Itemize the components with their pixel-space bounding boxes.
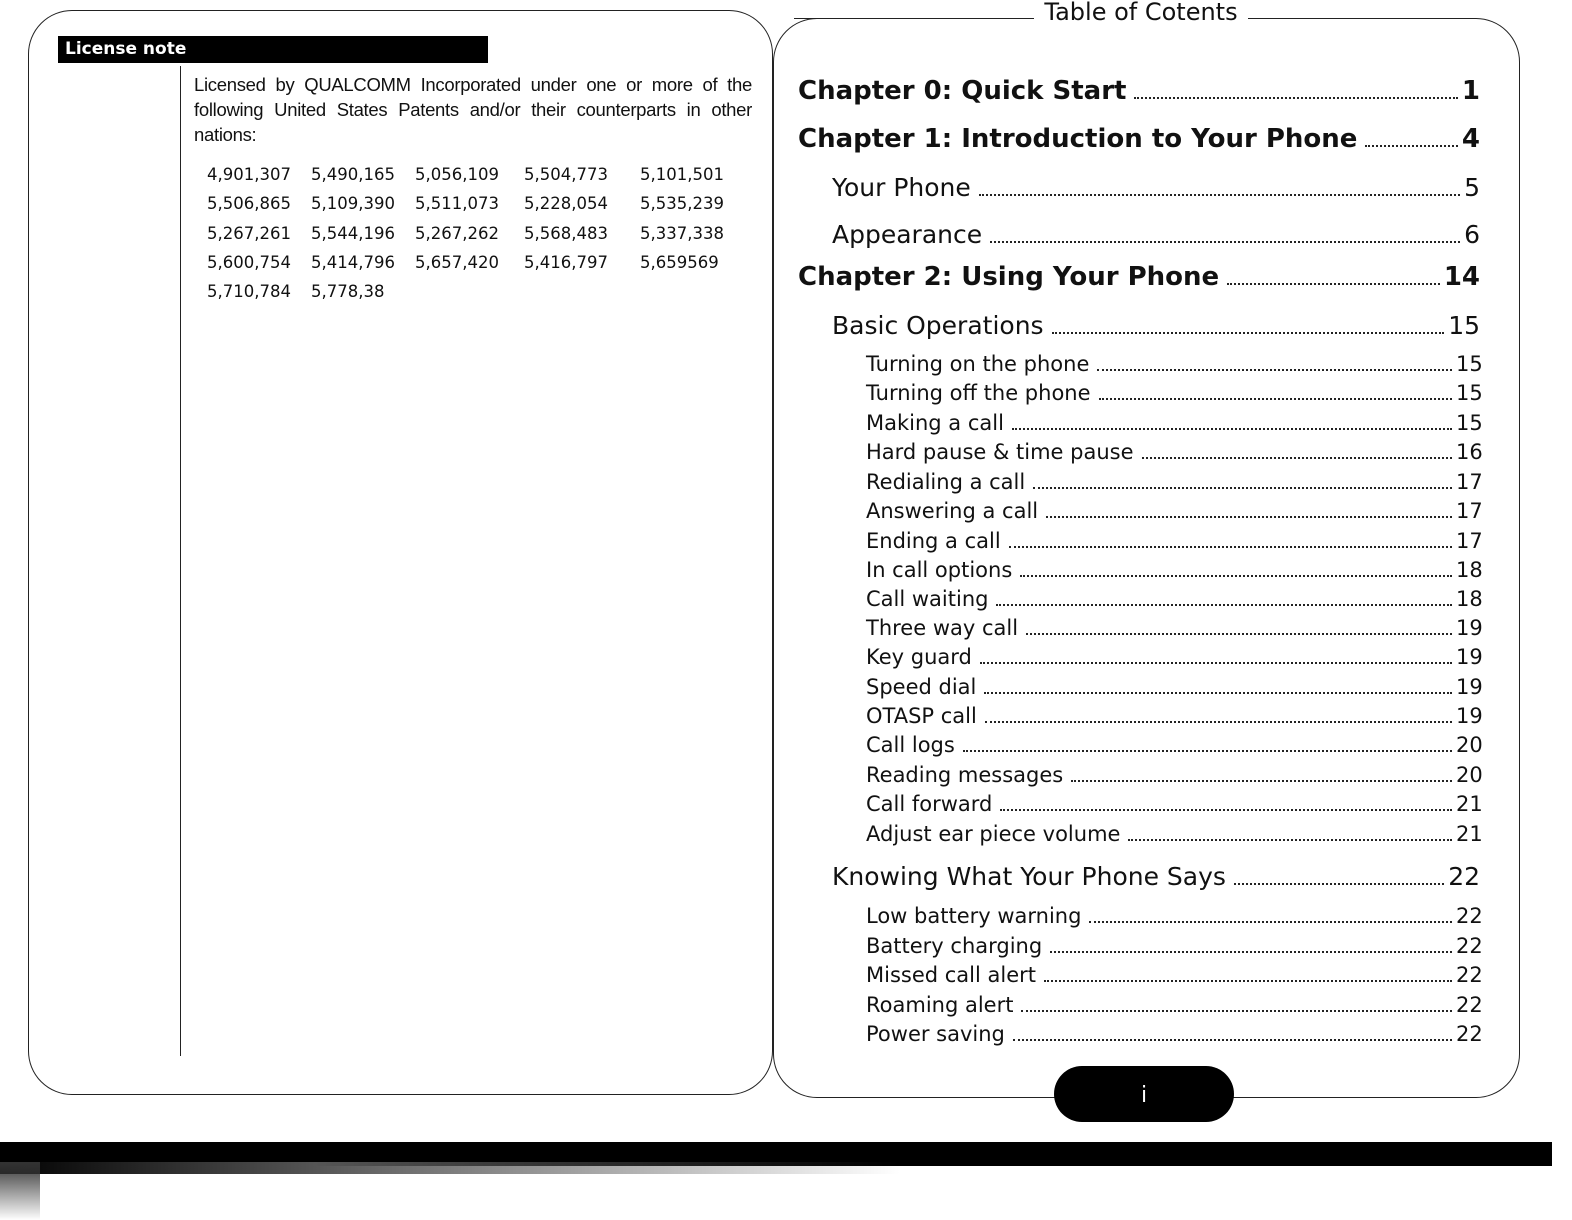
- patent-number: 5,535,239: [640, 194, 724, 214]
- dot-leader: [1099, 398, 1452, 400]
- patent-number: 5,101,501: [640, 165, 724, 184]
- toc-entry-label: Making a call: [866, 411, 1004, 435]
- toc-entry-label: Call logs: [866, 733, 955, 757]
- toc-entry-page: 22: [1456, 904, 1483, 928]
- toc-entry[interactable]: [798, 124, 1480, 154]
- margin-rule: [180, 66, 181, 1056]
- toc-entry-label: Speed dial: [866, 675, 977, 699]
- toc-entry-page: 22: [1456, 963, 1483, 987]
- toc-entry[interactable]: [798, 704, 1483, 728]
- toc-entry[interactable]: [798, 934, 1483, 958]
- patent-number: 5,778,38: [311, 282, 385, 302]
- toc-entry-label: Turning off the phone: [866, 381, 1091, 405]
- toc-entry-page: 21: [1456, 792, 1483, 816]
- patent-number: 5,710,784: [207, 282, 291, 302]
- toc-entry[interactable]: [798, 558, 1483, 582]
- toc-entry-page: 22: [1456, 1022, 1483, 1046]
- toc-entry-label: Key guard: [866, 645, 972, 669]
- toc-entry-label: Turning on the phone: [866, 352, 1090, 376]
- toc-entry[interactable]: [798, 470, 1483, 494]
- dot-leader: [1097, 369, 1452, 371]
- toc-entry-page: 21: [1456, 822, 1483, 846]
- patent-number: 5,506,865: [207, 194, 291, 214]
- toc-entry-page: 6: [1464, 220, 1480, 249]
- toc-entry-label: Three way call: [866, 616, 1019, 640]
- toc-entry[interactable]: [798, 529, 1483, 553]
- dot-leader: [1128, 839, 1452, 841]
- toc-entry-label: Basic Operations: [832, 311, 1044, 340]
- patent-number: 5,659569: [640, 252, 719, 272]
- toc-entry-page: 4: [1461, 124, 1480, 154]
- toc-entry-page: 19: [1456, 645, 1483, 669]
- toc-entry-label: Chapter 0: Quick Start: [798, 76, 1127, 106]
- toc-entry[interactable]: [798, 963, 1483, 987]
- toc-entry-page: 22: [1456, 993, 1483, 1017]
- toc-entry-page: 22: [1448, 862, 1480, 891]
- dot-leader: [979, 194, 1460, 196]
- toc-entry[interactable]: [798, 440, 1483, 464]
- dot-leader: [1071, 780, 1452, 782]
- toc-entry-page: 15: [1456, 381, 1483, 405]
- toc-entry-label: Appearance: [832, 220, 983, 249]
- patent-number: 5,657,420: [415, 252, 499, 272]
- toc-entry-label: Roaming alert: [866, 993, 1014, 1017]
- toc-entry[interactable]: [798, 904, 1483, 928]
- dot-leader: [1033, 487, 1452, 489]
- dot-leader: [1089, 921, 1452, 923]
- dot-leader: [1026, 633, 1452, 635]
- toc-entry[interactable]: [798, 792, 1483, 816]
- toc-entry-label: Call waiting: [866, 587, 989, 611]
- toc-entry[interactable]: [798, 733, 1483, 757]
- scan-corner-shade: [0, 1162, 40, 1220]
- patent-number: 5,511,073: [415, 194, 499, 214]
- toc-entry-label: Your Phone: [832, 173, 971, 202]
- toc-entry-page: 15: [1456, 352, 1483, 376]
- dot-leader: [996, 604, 1452, 606]
- scan-edge-fade: [0, 1162, 900, 1174]
- toc-entry-label: Chapter 2: Using Your Phone: [798, 262, 1220, 292]
- toc-entry-page: 19: [1456, 616, 1483, 640]
- toc-entry-label: Missed call alert: [866, 963, 1037, 987]
- toc-entry-page: 18: [1456, 587, 1483, 611]
- patent-number: 5,056,109: [415, 165, 499, 184]
- toc-entry[interactable]: [798, 587, 1483, 611]
- toc-entry[interactable]: [798, 822, 1483, 846]
- toc-entry-page: 15: [1456, 411, 1483, 435]
- patent-number: 5,337,338: [640, 223, 724, 243]
- page-number-badge: i: [1054, 1066, 1234, 1122]
- toc-entry-page: 19: [1456, 675, 1483, 699]
- toc-entry-page: 18: [1456, 558, 1483, 582]
- toc-entry-page: 17: [1456, 499, 1483, 523]
- patent-number: 4,901,307: [207, 165, 291, 184]
- toc-entry-page: 16: [1456, 440, 1483, 464]
- dot-leader: [1013, 1039, 1452, 1041]
- dot-leader: [1052, 332, 1445, 334]
- toc-entry-label: OTASP call: [866, 704, 977, 728]
- toc-entry[interactable]: [798, 993, 1483, 1017]
- toc-entry-label: Power saving: [866, 1022, 1005, 1046]
- patent-number: 5,414,796: [311, 252, 395, 272]
- toc-entry-label: Battery charging: [866, 934, 1043, 958]
- patent-number: 5,490,165: [311, 165, 395, 184]
- patent-number: 5,504,773: [524, 165, 608, 184]
- patent-number: 5,109,390: [311, 194, 395, 214]
- patent-number: 5,416,797: [524, 252, 608, 272]
- license-text: Licensed by QUALCOMM Incorporated under one or more of the following United States Patents and/or their counterparts in other nations:: [194, 74, 752, 145]
- license-note-header: License note: [58, 36, 488, 63]
- toc-entry[interactable]: [798, 76, 1480, 106]
- toc-entry-page: 15: [1448, 311, 1480, 340]
- toc-entry-label: Answering a call: [866, 499, 1039, 523]
- patent-number: 5,568,483: [524, 223, 608, 243]
- patent-number: 5,600,754: [207, 252, 291, 272]
- dot-leader: [963, 750, 1452, 752]
- toc-entry-page: 20: [1456, 733, 1483, 757]
- toc-title: Table of Cotents: [1034, 0, 1248, 27]
- toc-entry-page: 5: [1464, 173, 1480, 202]
- toc-entry[interactable]: [798, 311, 1480, 340]
- toc-entry-label: Reading messages: [866, 763, 1064, 787]
- dot-leader: [1142, 457, 1452, 459]
- toc-entry[interactable]: [798, 862, 1480, 891]
- toc-entry[interactable]: [798, 675, 1483, 699]
- toc-entry-label: Ending a call: [866, 529, 1001, 553]
- toc-entry-page: 1: [1461, 76, 1480, 106]
- dot-leader: [1050, 951, 1452, 953]
- toc-entry[interactable]: [798, 616, 1483, 640]
- toc-entry-page: 17: [1456, 529, 1483, 553]
- dot-leader: [1044, 980, 1452, 982]
- dot-leader: [1012, 428, 1452, 430]
- toc-entry-label: Chapter 1: Introduction to Your Phone: [798, 124, 1358, 154]
- dot-leader: [1046, 516, 1452, 518]
- dot-leader: [1227, 283, 1440, 285]
- toc-entry-label: Adjust ear piece volume: [866, 822, 1121, 846]
- toc-entry[interactable]: [798, 220, 1480, 249]
- dot-leader: [990, 241, 1460, 243]
- toc-entry-page: 22: [1456, 934, 1483, 958]
- toc-entry[interactable]: [798, 352, 1483, 376]
- toc-entry[interactable]: [798, 381, 1483, 405]
- dot-leader: [1134, 97, 1457, 99]
- dot-leader: [985, 721, 1452, 723]
- patent-number: 5,544,196: [311, 223, 395, 243]
- title-rule-right: [1248, 18, 1428, 19]
- patent-number: 5,228,054: [524, 194, 608, 214]
- toc-entry[interactable]: [798, 499, 1483, 523]
- toc-entry-page: 20: [1456, 763, 1483, 787]
- toc-entry-label: Hard pause & time pause: [866, 440, 1134, 464]
- toc-entry-label: Redialing a call: [866, 470, 1026, 494]
- toc-entry[interactable]: [798, 645, 1483, 669]
- toc-entry-page: 17: [1456, 470, 1483, 494]
- dot-leader: [1021, 1010, 1452, 1012]
- toc-entry-label: Call forward: [866, 792, 993, 816]
- toc-entry[interactable]: [798, 173, 1480, 202]
- toc-entry-label: In call options: [866, 558, 1013, 582]
- dot-leader: [984, 692, 1452, 694]
- toc-entry[interactable]: [798, 262, 1480, 292]
- dot-leader: [1365, 145, 1457, 147]
- dot-leader: [1020, 575, 1452, 577]
- dot-leader: [1009, 546, 1452, 548]
- toc-entry-page: 14: [1443, 262, 1480, 292]
- toc-entry[interactable]: [798, 763, 1483, 787]
- toc-entry[interactable]: [798, 411, 1483, 435]
- toc-entry-label: Knowing What Your Phone Says: [832, 862, 1226, 891]
- toc-entry[interactable]: [798, 1022, 1483, 1046]
- toc-entry-page: 19: [1456, 704, 1483, 728]
- title-rule-left: [794, 18, 1034, 19]
- patent-number: 5,267,261: [207, 223, 291, 243]
- toc-entry-label: Low battery warning: [866, 904, 1082, 928]
- patent-number: 5,267,262: [415, 223, 499, 243]
- dot-leader: [1000, 809, 1452, 811]
- dot-leader: [1234, 883, 1444, 885]
- patent-list: [207, 160, 740, 306]
- dot-leader: [980, 662, 1452, 664]
